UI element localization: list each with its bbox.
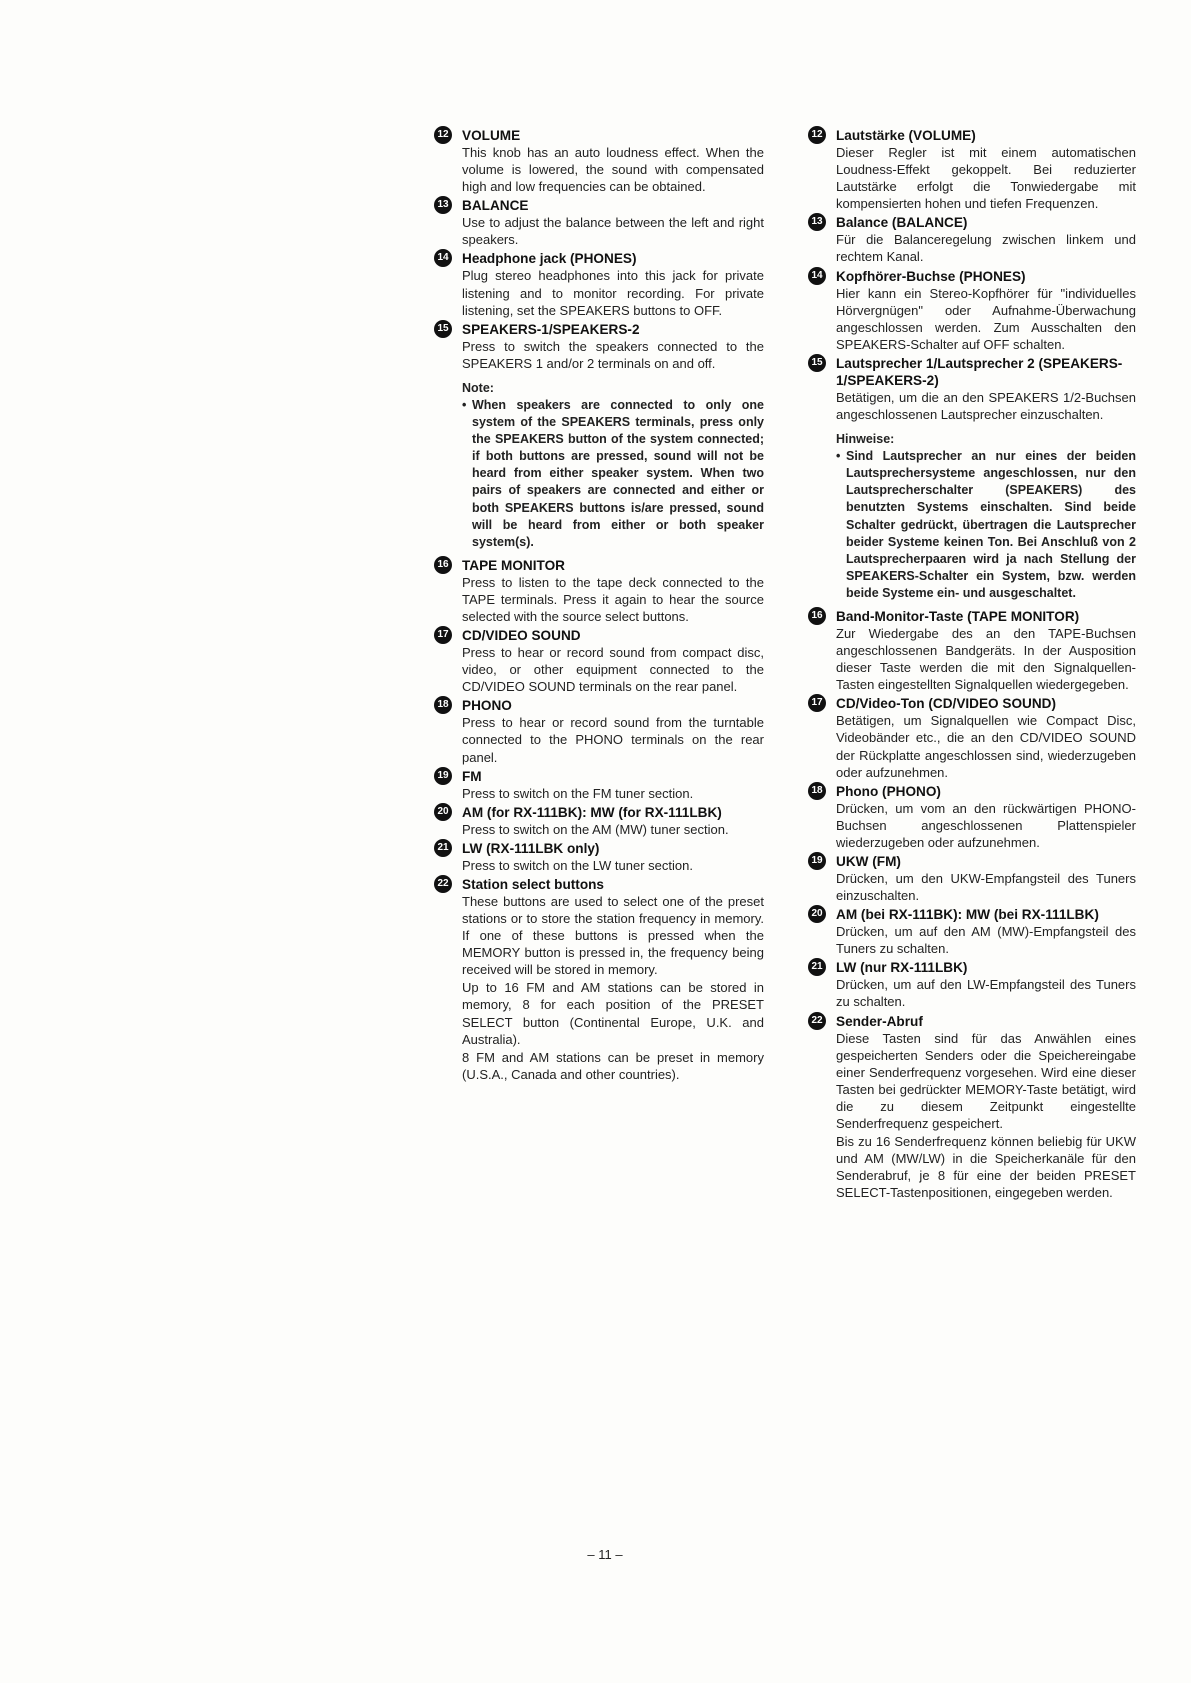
section-heading [808, 783, 1136, 800]
body-paragraph: 8 FM and AM stations can be preset in memory (U.S.A., Canada and other countries). [462, 1049, 764, 1082]
number-badge-icon: 22 [434, 875, 452, 893]
heading-text: AM (for RX-111BK): MW (for RX-111LBK) [462, 804, 722, 820]
body-paragraph: Press to switch on the LW tuner section. [462, 857, 693, 873]
heading-text: SPEAKERS-1/SPEAKERS-2 [462, 321, 640, 337]
heading-text: VOLUME [462, 128, 521, 143]
heading-text: LW (RX-111LBK only) [462, 840, 600, 856]
number-badge-icon: 18 [434, 696, 452, 714]
section-22 [808, 1013, 1136, 1202]
section-heading [434, 127, 764, 144]
section-13 [434, 197, 764, 248]
section-heading [434, 768, 764, 785]
body-paragraph: Drücken, um auf den AM (MW)-Empfangsteil des Tuners zu schalten. [836, 924, 1136, 957]
body-paragraph: Press to hear or record sound from the turntable connected to the PHONO terminals on the rear panel. [462, 715, 764, 765]
section-16 [434, 557, 764, 625]
section-heading [434, 840, 764, 857]
note-content: When speakers are connected to only one system of the SPEAKERS terminals, press only the SPEAKERS button of the system connected; if both buttons are pressed, sound will not be heard from either speaker system. When two pairs of speakers are connected and either or both SPEAKERS buttons is/are pressed, sound will be heard from either or both speaker system(s). [472, 397, 764, 549]
heading-text: BALANCE [462, 198, 529, 214]
section-20 [808, 906, 1136, 957]
number-badge-icon: 16 [808, 607, 826, 625]
number-badge-icon: 14 [808, 267, 826, 285]
number-badge-icon: 12 [434, 126, 452, 144]
number-badge-icon: 21 [808, 958, 826, 976]
section-heading [808, 853, 1136, 870]
section-21 [808, 959, 1136, 1010]
section-heading [434, 627, 764, 644]
section-19 [434, 768, 764, 802]
english-column [434, 127, 764, 1085]
heading-text: CD/VIDEO SOUND [462, 628, 581, 644]
heading-text: Sender-Abruf [836, 1013, 923, 1029]
bullet-icon: • [462, 397, 467, 412]
section-18 [808, 783, 1136, 851]
heading-text: Band-Monitor-Taste (TAPE MONITOR) [836, 608, 1080, 624]
section-heading [808, 355, 1136, 389]
section-19 [808, 853, 1136, 904]
section-17 [808, 695, 1136, 780]
body-paragraph: Use to adjust the balance between the left and right speakers. [462, 215, 764, 248]
section-12 [434, 127, 764, 195]
section-22 [434, 876, 764, 1083]
section-heading [434, 557, 764, 574]
number-badge-icon: 17 [808, 694, 826, 712]
heading-text: Station select buttons [462, 876, 604, 892]
number-badge-icon: 15 [808, 354, 826, 372]
number-badge-icon: 16 [434, 556, 452, 574]
heading-text: FM [462, 768, 482, 784]
number-badge-icon: 18 [808, 782, 826, 800]
section-12 [808, 127, 1136, 212]
body-paragraph: Für die Balanceregelung zwischen linkem und rechtem Kanal. [836, 232, 1136, 265]
section-heading [808, 695, 1136, 712]
body-paragraph: Dieser Regler ist mit einem automatischen Loudness-Effekt gekoppelt. Bei reduzierter Lautstärke erfolgt die Tonwiedergabe mit kompensierten hohen und tiefen Frequenzen. [836, 145, 1136, 212]
body-paragraph: Zur Wiedergabe des an den TAPE-Buchsen angeschlossenen Bandgeräts. In der Ausposition dieser Taste werden die mit den Signalquellen-Tasten eingestellten Signalquellen wiedergegeben. [836, 625, 1136, 693]
body-paragraph: Press to switch on the FM tuner section. [462, 785, 694, 801]
note-content: Sind Lautsprecher an nur eines der beiden Lautsprechersysteme angeschlossen, nur den Lautsprecherschalter (SPEAKERS) des benutzten Systems einschalten. Sind beide Schalter gedrückt, übertragen die Lautsprecher beider Systeme keinen Ton. Bei Anschluß von 2 Lautsprecherpaaren wird ja nach Stellung der SPEAKERS-Schalter ein System, bzw. werden beide Systeme ein- und ausgeschaltet. [846, 449, 1136, 600]
number-badge-icon: 14 [434, 249, 452, 267]
body-paragraph: Press to listen to the tape deck connected to the TAPE terminals. Press it again to hear the source selected with the source select buttons. [462, 574, 764, 624]
page-number: – 11 – [587, 1547, 623, 1562]
heading-text: Lautsprecher 1/Lautsprecher 2 (SPEAKERS-1/SPEAKERS-2) [836, 355, 1123, 388]
section-heading [808, 127, 1136, 144]
heading-text: CD/Video-Ton (CD/VIDEO SOUND) [836, 696, 1057, 712]
heading-text: Balance (BALANCE) [836, 215, 968, 231]
heading-text: LW (nur RX-111LBK) [836, 960, 968, 976]
heading-text: UKW (FM) [836, 854, 901, 869]
body-paragraph: Drücken, um den UKW-Empfangsteil des Tuners einzuschalten. [836, 871, 1136, 904]
body-paragraph: Bis zu 16 Senderfrequenz können beliebig für UKW und AM (MW/LW) in die Speicherkanäle für den Senderabruf, je 8 für eine der beiden PRESET SELECT-Tastenpositionen, eingegeben werden. [836, 1134, 1136, 1201]
section-heading [808, 608, 1136, 625]
section-heading [808, 959, 1136, 976]
body-paragraph: Diese Tasten sind für das Anwählen eines gespeicherten Senders oder die Speichereingabe einer Senderfrequenz vorgesehen. Wird eine dieser Tasten bei gedrückter MEMORY-Taste betätigt, wird die zu diesem Zeitpunkt eingestellte Senderfrequenz gespeichert. [836, 1030, 1136, 1132]
heading-text: PHONO [462, 698, 512, 714]
note-text [462, 397, 764, 551]
heading-text: Lautstärke (VOLUME) [836, 128, 976, 143]
section-heading [808, 906, 1136, 923]
section-20 [434, 804, 764, 838]
section-14 [808, 268, 1136, 353]
number-badge-icon: 22 [808, 1012, 826, 1030]
heading-text: TAPE MONITOR [462, 557, 565, 573]
heading-text: Headphone jack (PHONES) [462, 251, 637, 267]
section-heading [434, 321, 764, 338]
section-16 [808, 608, 1136, 693]
number-badge-icon: 19 [434, 767, 452, 785]
body-paragraph: Drücken, um auf den LW-Empfangsteil des Tuners zu schalten. [836, 977, 1136, 1010]
body-paragraph: Betätigen, um die an den SPEAKERS 1/2-Buchsen angeschlossenen Lautsprecher einzuschalten. [836, 389, 1136, 423]
section-heading [434, 804, 764, 821]
note-title: Note: [462, 380, 494, 395]
section-heading [434, 876, 764, 893]
heading-text: Phono (PHONO) [836, 783, 941, 799]
heading-text: AM (bei RX-111BK): MW (bei RX-111LBK) [836, 907, 1099, 923]
body-paragraph: Press to hear or record sound from compact disc, video, or other equipment connected to the CD/VIDEO SOUND terminals on the rear panel. [462, 645, 764, 695]
heading-text: Kopfhörer-Buchse (PHONES) [836, 268, 1026, 284]
number-badge-icon: 13 [434, 196, 452, 214]
number-badge-icon: 20 [808, 905, 826, 923]
section-heading [808, 268, 1136, 285]
number-badge-icon: 13 [808, 213, 826, 231]
section-heading [808, 214, 1136, 231]
body-paragraph: Press to switch the speakers connected to the SPEAKERS 1 and/or 2 terminals on and off. [462, 338, 764, 371]
note-title: Hinweise: [836, 432, 895, 447]
section-15 [434, 321, 764, 551]
body-paragraph: Press to switch on the AM (MW) tuner section. [462, 821, 729, 837]
bullet-icon: • [836, 449, 841, 464]
number-badge-icon: 12 [808, 126, 826, 144]
section-heading [434, 697, 764, 714]
body-paragraph: Hier kann ein Stereo-Kopfhörer für "individuelles Hörvergnügen" oder Aufnahme-Überwachung angeschlossen werden. Zum Ausschalten den SPEAKERS-Schalter auf OFF schalten. [836, 285, 1136, 352]
section-heading [434, 197, 764, 214]
number-badge-icon: 19 [808, 852, 826, 870]
body-paragraph: Drücken, um vom an den rückwärtigen PHONO-Buchsen angeschlossenen Plattenspieler wiederzugeben oder aufzunehmen. [836, 800, 1136, 850]
section-18 [434, 697, 764, 765]
number-badge-icon: 15 [434, 320, 452, 338]
body-paragraph: This knob has an auto loudness effect. When the volume is lowered, the sound with compensated high and low frequencies can be obtained. [462, 145, 764, 195]
body-paragraph: Betätigen, um Signalquellen wie Compact Disc, Videobänder etc., die an den CD/VIDEO SOUND der Rückplatte angeschlossen sind, wiederzugeben oder aufzunehmen. [836, 713, 1136, 780]
section-15 [808, 355, 1136, 602]
number-badge-icon: 17 [434, 626, 452, 644]
body-paragraph: These buttons are used to select one of the preset stations or to store the station frequency in memory. If one of these buttons is pressed when the MEMORY button is pressed in, the frequency being received will be stored in memory. [462, 893, 764, 978]
note-text [836, 448, 1136, 602]
body-paragraph: Plug stereo headphones into this jack for private listening and to monitor recording. For private listening, set the SPEAKERS buttons to OFF. [462, 268, 764, 318]
body-paragraph: Up to 16 FM and AM stations can be stored in memory, 8 for each position of the PRESET SELECT button (Continental Europe, U.K. and Australia). [462, 980, 764, 1047]
section-21 [434, 840, 764, 874]
number-badge-icon: 20 [434, 803, 452, 821]
german-column [808, 127, 1136, 1204]
section-14 [434, 250, 764, 318]
number-badge-icon: 21 [434, 839, 452, 857]
section-13 [808, 214, 1136, 265]
section-heading [808, 1013, 1136, 1030]
section-heading [434, 250, 764, 267]
section-17 [434, 627, 764, 695]
